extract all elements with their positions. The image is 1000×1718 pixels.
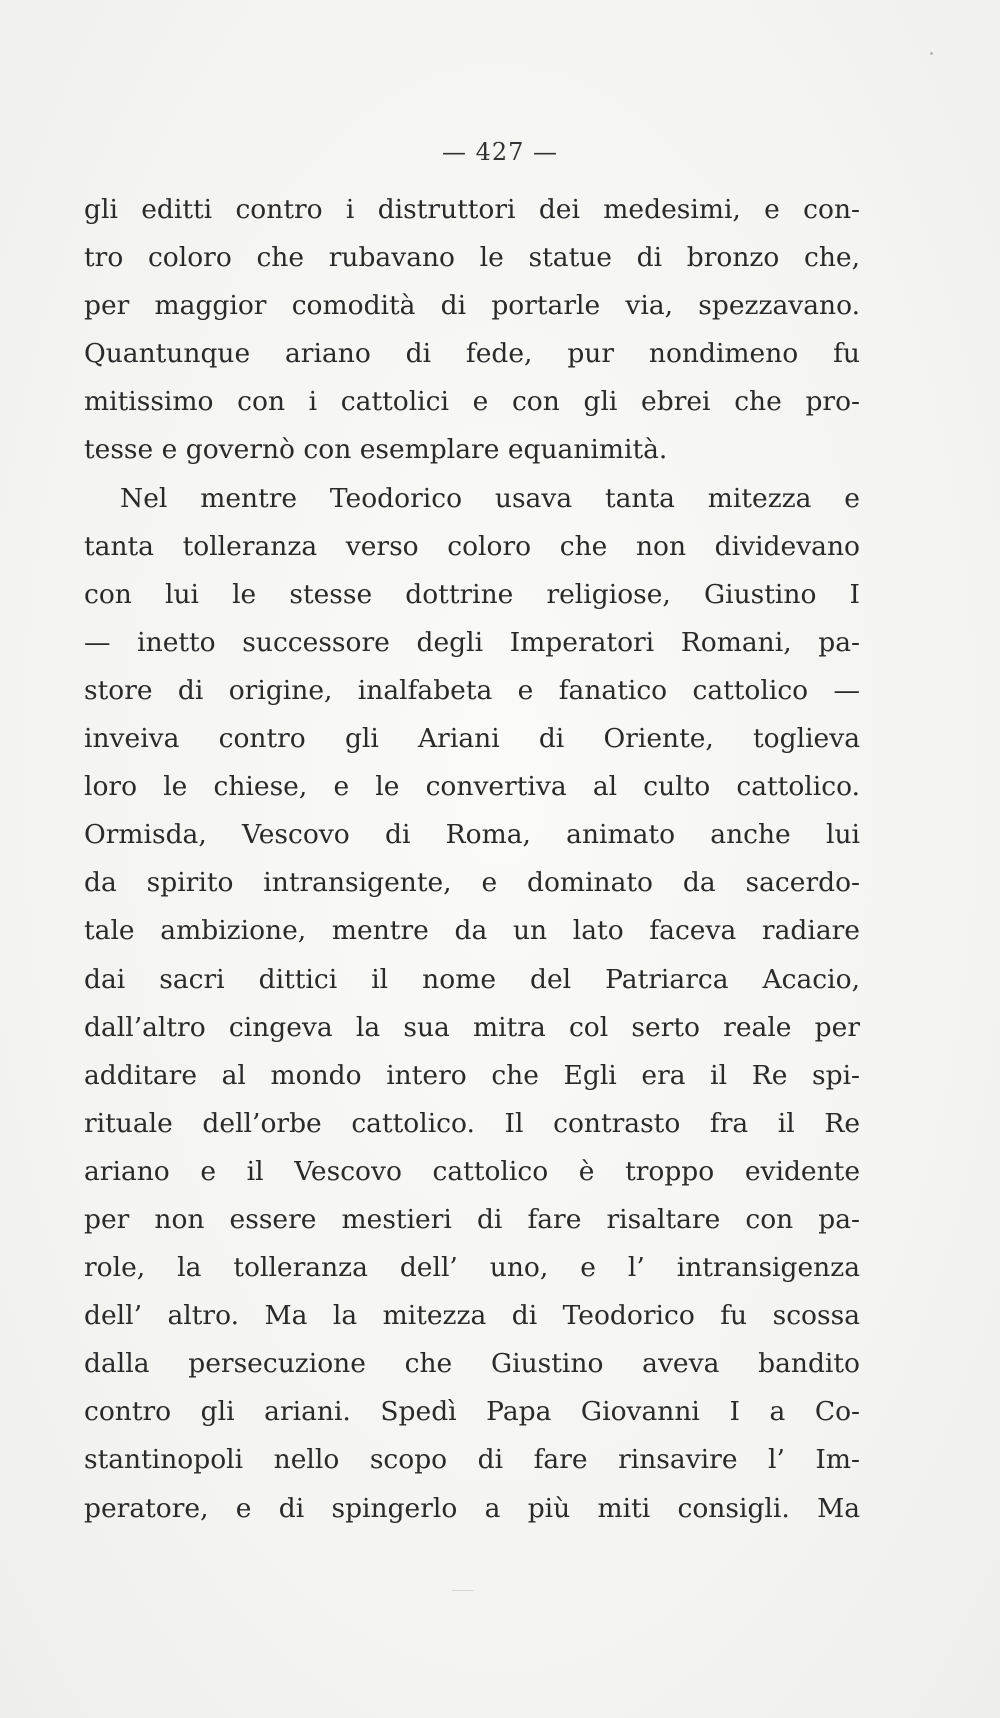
text-line: — inetto successore degli Imperatori Romani, pa-	[84, 626, 860, 658]
paper-speck	[930, 52, 933, 55]
text-line: loro le chiese, e le convertiva al culto cattolico.	[84, 771, 860, 803]
text-line: tro coloro che rubavano le statue di bronzo che,	[84, 242, 860, 274]
text-line: con lui le stesse dottrine religiose, Giustino I	[84, 578, 860, 610]
text-line: contro gli ariani. Spedì Papa Giovanni I a Co-	[84, 1396, 860, 1428]
text-line: dai sacri dittici il nome del Patriarca Acacio,	[84, 963, 860, 995]
text-line: store di origine, inalfabeta e fanatico cattolico —	[84, 674, 860, 706]
text-line: da spirito intransigente, e dominato da sacerdo-	[84, 867, 860, 899]
text-line: dell’ altro. Ma la mitezza di Teodorico fu scossa	[84, 1300, 860, 1332]
text-line: dall’altro cingeva la sua mitra col serto reale per	[84, 1011, 860, 1043]
page-number: — 427 —	[441, 138, 559, 166]
text-line: per non essere mestieri di fare risaltare con pa-	[84, 1203, 860, 1235]
paper-mark	[452, 1590, 474, 1591]
text-line: Ormisda, Vescovo di Roma, animato anche lui	[84, 819, 860, 851]
text-line: ariano e il Vescovo cattolico è troppo evidente	[84, 1155, 860, 1187]
body-text	[84, 186, 860, 1533]
paragraph-start-line: Nel mentre Teodorico usava tanta mitezza e	[120, 482, 860, 514]
text-line: additare al mondo intero che Egli era il Re spi-	[84, 1059, 860, 1091]
text-line: rituale dell’orbe cattolico. Il contrasto fra il Re	[84, 1107, 860, 1139]
text-line: role, la tolleranza dell’ uno, e l’ intransigenza	[84, 1252, 860, 1284]
text-line: peratore, e di spingerlo a più miti consigli. Ma	[84, 1492, 860, 1524]
text-line: mitissimo con i cattolici e con gli ebrei che pro-	[84, 386, 860, 418]
text-line: stantinopoli nello scopo di fare rinsavire l’ Im-	[84, 1444, 860, 1476]
text-line: dalla persecuzione che Giustino aveva bandito	[84, 1348, 860, 1380]
text-line: per maggior comodità di portarle via, spezzavano.	[84, 290, 860, 322]
text-line: Quantunque ariano di fede, pur nondimeno fu	[84, 338, 860, 370]
text-line: inveiva contro gli Ariani di Oriente, toglieva	[84, 723, 860, 755]
text-line: gli editti contro i distruttori dei medesimi, e con-	[84, 194, 860, 225]
text-line: tesse e governò con esemplare equanimità.	[84, 434, 668, 466]
text-line: tanta tolleranza verso coloro che non dividevano	[84, 530, 860, 562]
text-line: tale ambizione, mentre da un lato faceva radiare	[84, 915, 860, 947]
